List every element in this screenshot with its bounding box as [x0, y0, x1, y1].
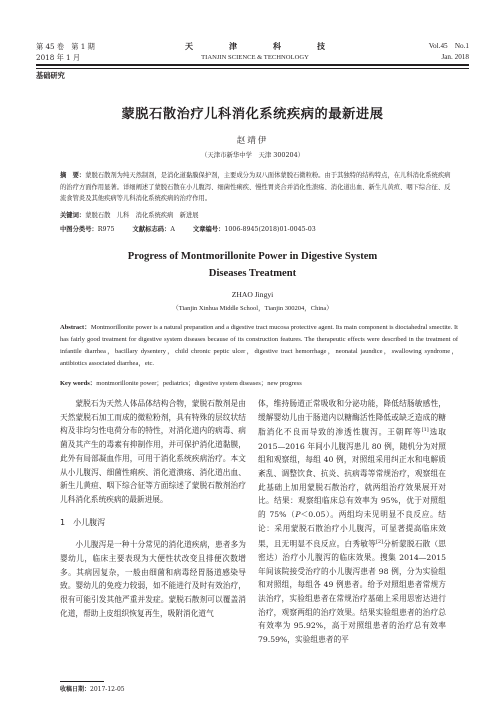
title-en-line1: Progress of Montmorillonite Power in Digestive System — [127, 251, 378, 262]
article-no-value: 1006-8945(2018)01-0045-03 — [224, 226, 316, 233]
affiliation-cn: （天津市新华中学 天津 300204） — [200, 151, 305, 159]
author-en: ZHAO Jingyi — [231, 290, 274, 299]
date-cn: 2018 年 1 月 — [36, 53, 81, 62]
footnote-rule — [60, 681, 104, 682]
author-cn: 赵靖伊 — [236, 136, 269, 146]
citation: [1] — [421, 427, 429, 434]
keywords-cn-text: 蒙脱石散 儿科 消化系统疾病 新进展 — [85, 212, 199, 219]
abstract-en — [60, 322, 458, 370]
body-column-right — [258, 397, 446, 647]
keywords-en — [60, 378, 458, 390]
doc-code-label: 文献标志码： — [132, 226, 171, 233]
abstract-cn-text: 蒙脱石散剂为纯天然制剂，是消化道黏膜保护剂，主要成分为双八面体蒙脱石微粒粉。由于其独特的结构特点，在儿科消化系统疾病的治疗方面作用显著。详细阐述了蒙脱石散在小儿腹泻、细菌性痢疾、慢性胃炎合并消化性溃疡、消化道出血、新生儿黄疸、咽下综合征、反流食管炎及其他疾病等儿科消化系统疾病的治疗作用。 — [60, 172, 451, 203]
body-paragraph-continued — [258, 397, 446, 647]
doc-code-value: A — [170, 226, 175, 233]
clc-label: 中图分类号： — [60, 226, 98, 233]
volume-en: Vol.45 No.1 — [428, 42, 469, 50]
affiliation-en: （Tianjin Xinhua Middle School，Tianjin 300204，China） — [172, 305, 333, 312]
journal-name-cn: 天 津 科 技 — [185, 41, 339, 51]
body-text: 分析蒙脱石散（思密达）治疗小儿腹泻的临床效果。搜集 2014—2015 年间该院接受治疗的小儿腹泻患者 98 例，分为实验组和对照组，每组各 49 例患者。给予对照组患者常规方法治疗，实验组患者在常规治疗基础上采用思密达进行治疗，观察两组的治疗效果。结果实验组患者的治疗总有效率为 95.92%，高于对照组患者的治疗总有效率 79.59%，实验组患者的平 — [258, 539, 446, 645]
title-en-line2: Diseases Treatment — [208, 267, 297, 279]
body-paragraph: 小儿腹泻是一种十分常见的消化道疾病，患者多为婴幼儿，临床主要表现为大便性状改变且排便次数增多。其病因复杂，一般由细菌和病毒经胃肠道感染导致。婴幼儿的免疫力较弱，如不能进行及时有效治疗，很有可能引发其他严重并发症。蒙脱石散剂可以覆盖消化道，帮助上皮组织恢复再生，吸附消化道气 — [60, 540, 246, 618]
body-text: ＜0.05）。两组均未见明显不良反应。结论：采用蒙脱石散治疗小儿腹泻，可显著提高临床效果，且无明显不良反应。白秀敏等 — [258, 510, 446, 549]
footnote — [60, 684, 125, 693]
body-text: 体，维持肠道正常吸收和分泌功能，降低结肠敏感性，缓解婴幼儿由于肠道内以糖酶活性降低或缺乏造成的糖脂消化不良而导致的渗透性腹泻。王朝晖等 — [258, 399, 446, 437]
received-date-label: 收稿日期： — [60, 686, 91, 693]
header-center — [150, 41, 360, 63]
keywords-en-text: montmorillonite power；pediatrics；digestive system diseases；new progress — [96, 380, 302, 387]
keywords-en-label: Key words： — [60, 380, 97, 387]
header-rule-thin — [36, 68, 469, 69]
citation: [2] — [375, 538, 384, 545]
title-en — [36, 249, 469, 282]
title-cn: 蒙脱石散治疗儿科消化系统疾病的最新进展 — [121, 107, 384, 122]
article-no-label: 文章编号： — [192, 226, 225, 233]
keywords-cn-label: 关键词： — [60, 212, 86, 219]
header-left — [36, 41, 95, 63]
section-tag: 基础研究 — [36, 71, 65, 80]
received-date: 2017-12-05 — [90, 686, 125, 693]
body-text: 选取 2015—2016 年间小儿腹泻患儿 80 例，随机分为对照组和观察组，每组 40 例，对照组采用纠正水和电解质紊乱、调整饮食、抗炎、抗病毒等常规治疗，观察组在此基础上加用蒙脱石散治疗，就两组治疗效果展开对比。结果：观察组临床总有效率为 95%，优于对照组的 75%（ — [258, 427, 446, 520]
abstract-en-text: Montmorillonite power is a natural preparation and a digestive tract mucosa protective agent. Its main component is dioctahedral smectite. It has fairly good treatment for digestive system diseases because of its construction features. The therapeutic effects were described in the treatment of infantile diarrhea，bacillary dysentery，child chronic peptic ulcer，digestive tract hemorrhage，neonatal jaundice，swallowing syndrome，antibiotics associated diarrhea，etc. — [60, 324, 458, 367]
clc-value: R975 — [97, 226, 115, 233]
keywords-cn — [60, 210, 455, 222]
body-column-left — [60, 397, 246, 621]
header-rule-thick — [36, 64, 469, 66]
header-right — [429, 41, 469, 63]
abstract-cn — [60, 170, 455, 205]
classification-line — [60, 224, 455, 236]
abstract-en-label: Abstract： — [60, 324, 91, 331]
date-en: Jan. 2018 — [441, 53, 469, 61]
section-heading: 1 小儿腹泻 — [60, 517, 106, 527]
p-value-symbol: P — [295, 510, 301, 520]
intro-paragraph: 蒙脱石为天然人体品体结构合物，蒙脱石散剂是由天然蒙脱石加工而成的微粒粉剂，具有特殊的层纹状结构及非均匀性电荷分布的特性，对消化道内的病毒、病菌及其产生的毒素有抑制作用，并可保护消化道黏膜，此外有局部凝血作用，可用于消化系统疾病治疗。本文从小儿腹泻、细菌性痢疾、消化道溃疡、消化道出血、新生儿黄疸、咽下综合征等方面综述了蒙脱石散剂治疗儿科消化系统疾病的最新进展。 — [60, 399, 246, 504]
journal-name-en: TIANJIN SCIENCE & TECHNOLOGY — [201, 54, 309, 61]
volume-cn: 第 45 卷 第 1 期 — [36, 42, 95, 51]
abstract-cn-label: 摘 要： — [60, 172, 86, 179]
